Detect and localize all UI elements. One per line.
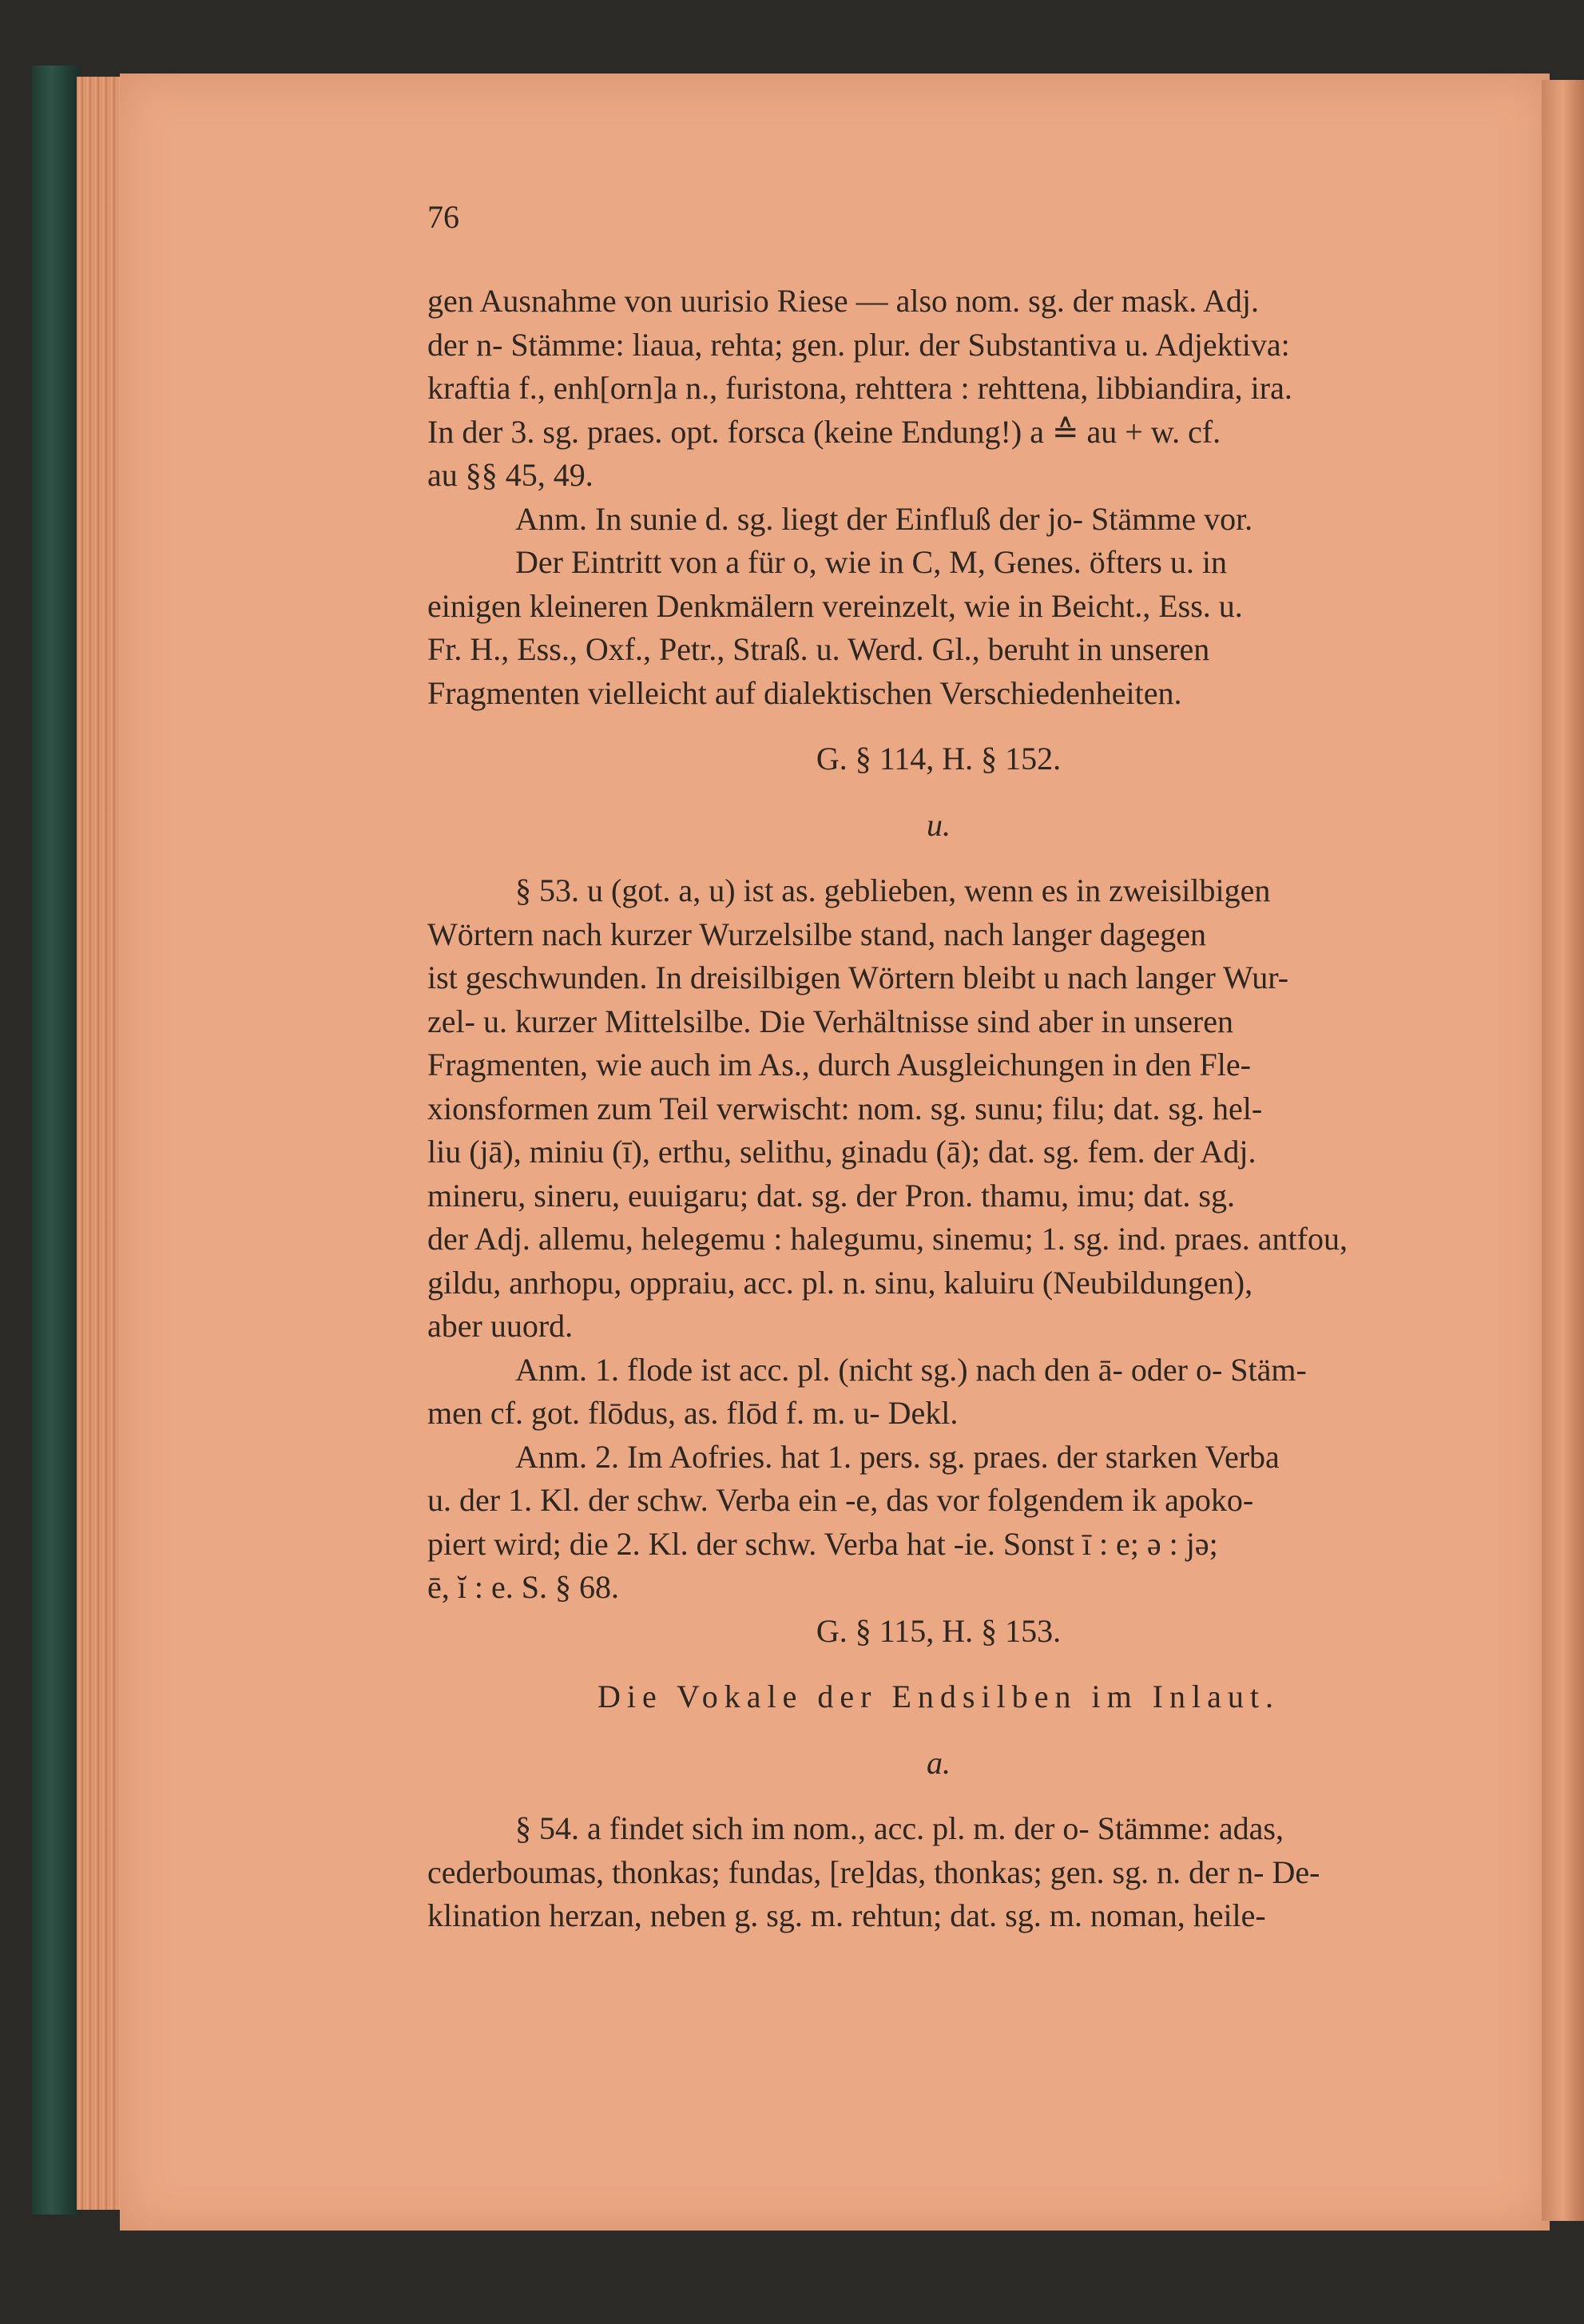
text-line: einigen kleineren Denkmälern vereinzelt, wie in Beicht., Ess. u. — [427, 587, 1243, 624]
text-line: ē, ĭ : e. S. § 68. — [427, 1569, 619, 1605]
page-text — [427, 280, 1450, 1938]
paragraph-ausnahme — [427, 280, 1450, 498]
text-line: Anm. 1. flode ist acc. pl. (nicht sg.) nach den ā- oder o- Stäm- — [515, 1351, 1307, 1388]
text-line: der n- Stämme: liaua, rehta; gen. plur. der Substantiva u. Adjektiva: — [427, 326, 1290, 363]
text-line: piert wird; die 2. Kl. der schw. Verba hat -ie. Sonst ī : e; ə : jə; — [427, 1525, 1218, 1562]
text-line: liu (jā), miniu (ī), erthu, selithu, ginadu (ā); dat. sg. fem. der Adj. — [427, 1134, 1256, 1170]
page-number: 76 — [427, 199, 459, 235]
text-line: aber uuord. — [427, 1308, 574, 1344]
text-line: men cf. got. flōdus, as. flōd f. m. u- Dekl. — [427, 1395, 959, 1431]
section-title: Die Vokale der Endsilben im Inlaut. — [597, 1678, 1280, 1714]
text-line: cederboumas, thonkas; fundas, [re]das, thonkas; gen. sg. n. der n- De- — [427, 1853, 1320, 1890]
right-page-edge — [1542, 80, 1584, 2221]
text-line: klination herzan, neben g. sg. m. rehtun; dat. sg. m. noman, heile- — [427, 1897, 1266, 1933]
text-line: Anm. 2. Im Aofries. hat 1. pers. sg. praes. der starken Verba — [515, 1438, 1280, 1475]
text-line: gildu, anrhopu, oppraiu, acc. pl. n. sinu, kaluiru (Neubildungen), — [427, 1264, 1253, 1301]
heading-a: a. — [927, 1744, 951, 1781]
text-line: kraftia f., enh[orn]a n., furistona, rehttera : rehttena, libbiandira, ira. — [427, 370, 1292, 406]
text-line: zel- u. kurzer Mittelsilbe. Die Verhältnisse sind aber in unseren — [427, 1003, 1233, 1039]
text-line: Der Eintritt von a für o, wie in C, M, Genes. öfters u. in — [515, 544, 1227, 580]
text-line: au §§ 45, 49. — [427, 457, 594, 493]
paragraph-eintritt — [427, 541, 1450, 715]
text-line: gen Ausnahme von uurisio Riese — also nom. sg. der mask. Adj. — [427, 283, 1260, 319]
paragraph-54 — [427, 1807, 1450, 1938]
text-line: § 54. a findet sich im nom., acc. pl. m. der o- Stämme: adas, — [515, 1810, 1284, 1846]
reference-115: G. § 115, H. § 153. — [816, 1612, 1062, 1649]
text-line: der Adj. allemu, helegemu : halegumu, sinemu; 1. sg. ind. praes. antfou, — [427, 1221, 1348, 1257]
text-line: Fragmenten vielleicht auf dialektischen Verschiedenheiten. — [427, 674, 1182, 711]
note-2 — [427, 1436, 1450, 1610]
text-line: In der 3. sg. praes. opt. forsca (keine Endung!) a ≙ au + w. cf. — [427, 413, 1221, 450]
text-line: ist geschwunden. In dreisilbigen Wörtern bleibt u nach langer Wur- — [427, 959, 1289, 995]
text-line: Fr. H., Ess., Oxf., Petr., Straß. u. Werd. Gl., beruht in unseren — [427, 631, 1210, 667]
paragraph-53 — [427, 869, 1450, 1349]
text-line: § 53. u (got. a, u) ist as. geblieben, wenn es in zweisilbigen — [515, 872, 1271, 908]
note-sunie: Anm. In sunie d. sg. liegt der Einfluß der jo- Stämme vor. — [515, 500, 1253, 537]
heading-u: u. — [927, 806, 951, 843]
text-line: Fragmenten, wie auch im As., durch Ausgleichungen in den Fle- — [427, 1047, 1251, 1083]
reference-114: G. § 114, H. § 152. — [816, 741, 1062, 777]
text-line: xionsformen zum Teil verwischt: nom. sg. sunu; filu; dat. sg. hel- — [427, 1090, 1263, 1126]
text-line: mineru, sineru, euuigaru; dat. sg. der Pron. thamu, imu; dat. sg. — [427, 1177, 1235, 1214]
text-line: u. der 1. Kl. der schw. Verba ein -e, das vor folgendem ik apoko- — [427, 1482, 1254, 1518]
note-1 — [427, 1349, 1450, 1436]
text-line: Wörtern nach kurzer Wurzelsilbe stand, nach langer dagegen — [427, 916, 1206, 952]
book-cover-edge — [32, 66, 80, 2215]
